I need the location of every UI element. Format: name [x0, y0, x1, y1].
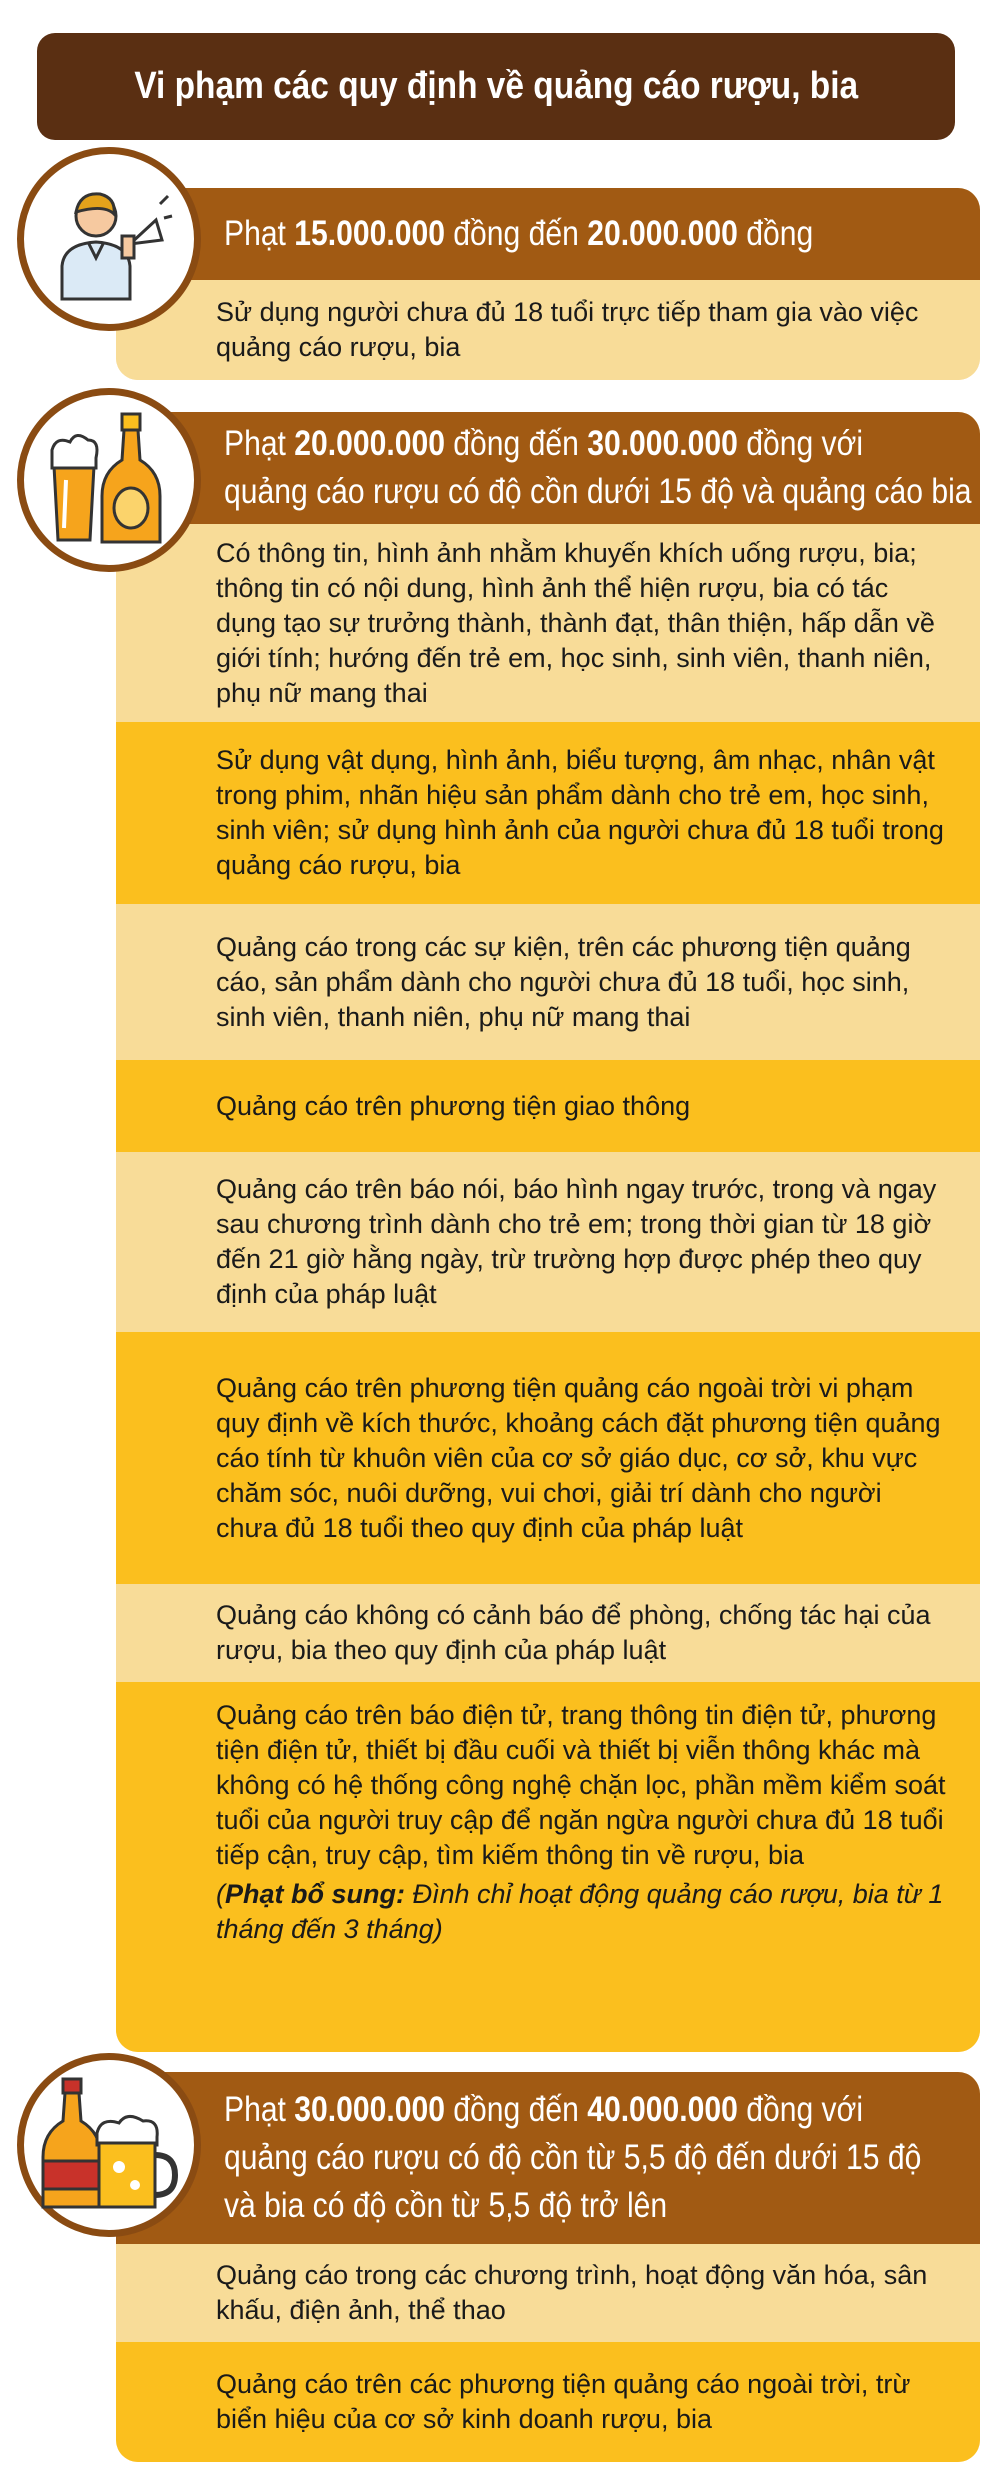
list-item: Quảng cáo trong các chương trình, hoạt động văn hóa, sân khấu, điện ảnh, thể thao: [116, 2244, 980, 2342]
list-item: Quảng cáo không có cảnh báo để phòng, chống tác hại của rượu, bia theo quy định của pháp luật: [116, 1584, 980, 1682]
section-3: [116, 2072, 980, 2462]
icon-circle-2: [17, 388, 201, 572]
section-1-header: Phạt 15.000.000 đồng đến 20.000.000 đồng: [116, 188, 980, 280]
list-item: Sử dụng người chưa đủ 18 tuổi trực tiếp tham gia vào việc quảng cáo rượu, bia: [116, 280, 980, 380]
section-3-header: Phạt 30.000.000 đồng đến 40.000.000 đồng với quảng cáo rượu có độ cồn từ 5,5 độ đến dưới 15 độ và bia có độ cồn từ 5,5 độ trở lên: [116, 2072, 980, 2244]
icon-circle-1: [17, 147, 201, 331]
list-item: Quảng cáo trên phương tiện quảng cáo ngoài trời vi phạm quy định về kích thước, khoảng cách đặt phương tiện quảng cáo tính từ khuôn viên của cơ sở giáo dục, cơ sở, khu vực chăm sóc, nuôi dưỡng, vui chơi, giải trí dành cho người chưa đủ 18 tuổi theo quy định của pháp luật: [116, 1332, 980, 1584]
list-item: Sử dụng vật dụng, hình ảnh, biểu tượng, âm nhạc, nhân vật trong phim, nhãn hiệu sản phẩm dành cho trẻ em, học sinh, sinh viên; sử dụng hình ảnh của người chưa đủ 18 tuổi trong quảng cáo rượu, bia: [116, 722, 980, 904]
list-item: Quảng cáo trên báo nói, báo hình ngay trước, trong và ngay sau chương trình dành cho trẻ em; trong thời gian từ 18 giờ đến 21 giờ hằng ngày, trừ trường hợp được phép theo quy định của pháp luật: [116, 1152, 980, 1332]
page-title-text: Vi phạm các quy định về quảng cáo rượu, bia: [134, 65, 858, 107]
megaphone-person-icon: [44, 174, 174, 304]
section-1: [116, 188, 980, 380]
list-item: Quảng cáo trên phương tiện giao thông: [116, 1060, 980, 1152]
additional-penalty-note: (Phạt bổ sung: Đình chỉ hoạt động quảng cáo rượu, bia từ 1 tháng đến 3 tháng): [216, 1879, 944, 1944]
section-2-header: Phạt 20.000.000 đồng đến 30.000.000 đồng với quảng cáo rượu có độ cồn dưới 15 độ và quảng cáo bia: [116, 412, 980, 524]
section-2: [116, 412, 980, 2052]
list-item: Quảng cáo trên báo điện tử, trang thông tin điện tử, phương tiện điện tử, thiết bị đầu cuối và thiết bị viễn thông khác mà không có hệ thống công nghệ chặn lọc, phần mềm kiểm soát tuổi của người truy cập để ngăn ngừa người chưa đủ 18 tuổi tiếp cận, truy cập, tìm kiếm thông tin về rượu, bia (Phạt bổ sung: Đình chỉ hoạt động quảng cáo rượu, bia từ 1 tháng đến 3 tháng): [116, 1682, 980, 2052]
list-item: Có thông tin, hình ảnh nhằm khuyến khích uống rượu, bia; thông tin có nội dung, hình ảnh thể hiện rượu, bia có tác dụng tạo sự trưởng thành, thành đạt, thân thiện, hấp dẫn về giới tính; hướng đến trẻ em, học sinh, sinh viên, thanh niên, phụ nữ mang thai: [116, 524, 980, 722]
beer-glass-bottle-icon: [44, 410, 174, 550]
list-item: Quảng cáo trong các sự kiện, trên các phương tiện quảng cáo, sản phẩm dành cho người chưa đủ 18 tuổi, học sinh, sinh viên, thanh niên, phụ nữ mang thai: [116, 904, 980, 1060]
icon-circle-3: [17, 2053, 201, 2237]
bottle-mug-icon: [39, 2075, 179, 2215]
page-title: [37, 33, 955, 140]
list-item: Quảng cáo trên các phương tiện quảng cáo ngoài trời, trừ biển hiệu của cơ sở kinh doanh rượu, bia: [116, 2342, 980, 2462]
